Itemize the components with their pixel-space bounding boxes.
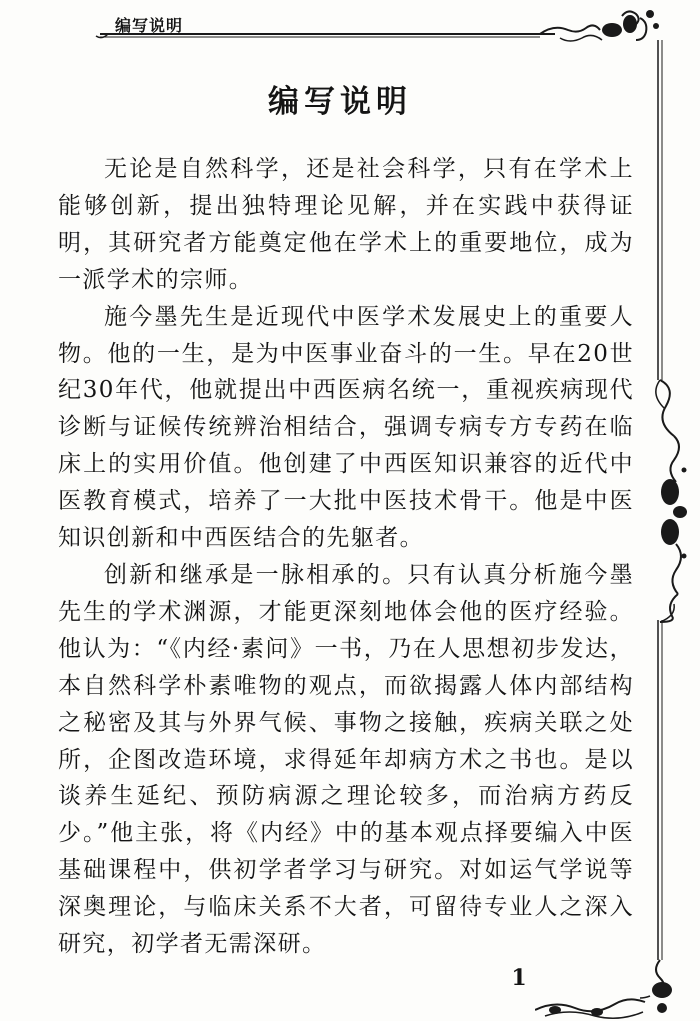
paragraph-2: 施今墨先生是近现代中医学术发展史上的重要人物。他的一生，是为中医事业奋斗的一生。早在20世纪30年代，他就提出中西医病名统一，重视疾病现代诊断与证候传统辨治相结合，强调专病专方专药在临床上的实用价值。他创建了中西医知识兼容的近代中医教育模式，培养了一大批中医技术骨干。他是中医知识创新和中西医结合的先躯者。 bbox=[58, 303, 634, 552]
bottom-ornament-icon bbox=[535, 980, 665, 1021]
header-rule-ornament bbox=[0, 8, 700, 48]
page-title: 编写说明 bbox=[268, 84, 412, 120]
running-header-title: 编写说明 bbox=[115, 16, 184, 35]
paragraph-1: 无论是自然科学，还是社会科学，只有在学术上能够创新，提出独特理论见解，并在实践中获得证明，其研究者方能奠定他在学术上的重要地位，成为一派学术的宗师。 bbox=[58, 156, 634, 293]
running-header bbox=[0, 0, 700, 48]
paragraph-3: 创新和继承是一脉相承的。只有认真分析施今墨先生的学术渊源，才能更深刻地体会他的医疗经验。他认为：“《内经·素问》一书，乃在人思想初步发达，本自然科学朴素唯物的观点，而欲揭露人体内部结构之秘密及其与外界气候、事物之接触，疾病关联之处所，企图改造环境，求得延年却病方术之书也。是以谈养生延纪、预防病源之理论较多，而治病方药反少。”他主张，将《内经》中的基本观点择要编入中医基础课程中，供初学者学习与研究。对如运气学说等深奥理论，与临床关系不大者，可留待专业人之深入研究，初学者无需深研。 bbox=[58, 561, 634, 958]
page-number: 1 bbox=[511, 965, 527, 991]
body-text bbox=[58, 151, 634, 963]
margin-ornament-icon bbox=[640, 0, 700, 1021]
